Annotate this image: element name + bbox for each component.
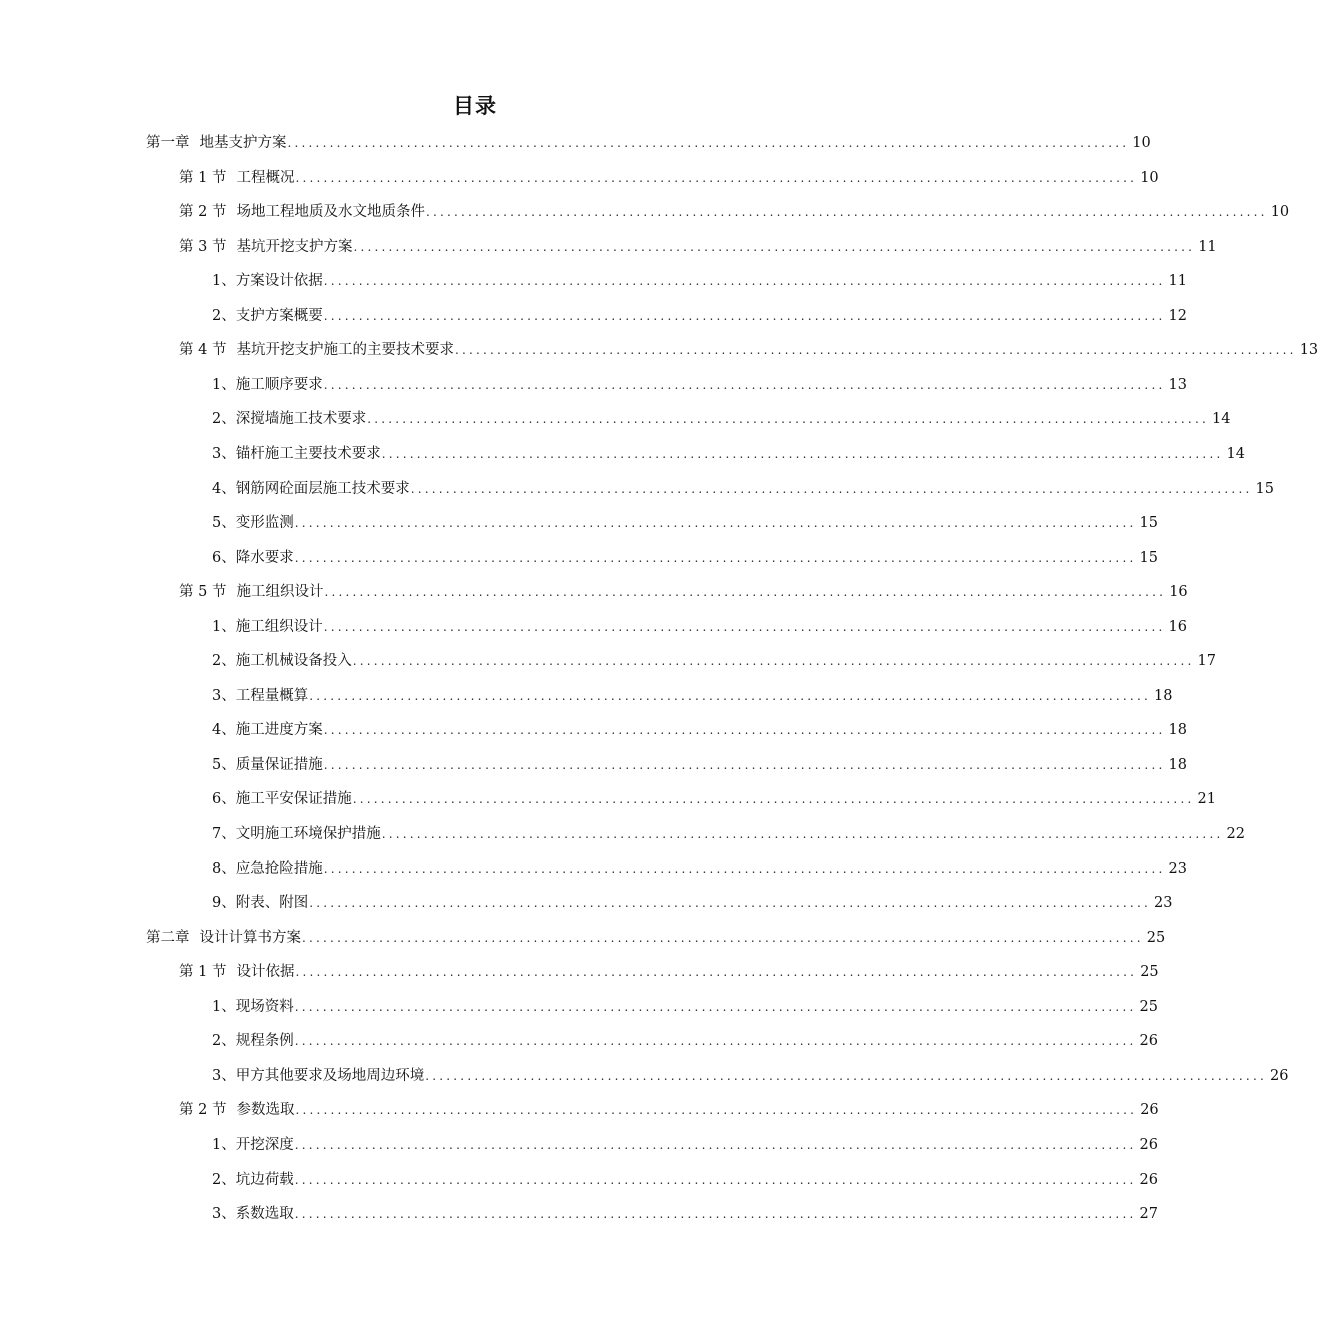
toc-entry[interactable] [212,893,1173,913]
toc-entry-number: 2、 [212,1171,236,1188]
toc-entry-label: 质量保证措施 [235,756,323,773]
toc-entry-number: 5、 [212,756,236,773]
toc-dot-leader: ........................................................................................................................ [309,896,1151,911]
toc-entry-label: 系数选取 [235,1206,294,1223]
toc-dot-leader: ........................................................................................................................ [294,1137,1137,1152]
toc-entry[interactable] [179,582,1188,602]
toc-entry[interactable] [179,237,1217,257]
toc-entry[interactable] [179,962,1159,982]
toc-entry[interactable] [212,1170,1158,1190]
toc-entry-number: 3、 [212,1206,236,1223]
toc-dot-leader: ........................................................................................................................ [353,239,1196,254]
toc-entry-number: 第 5 节 [179,584,227,601]
toc-entry-page-number: 10 [1270,204,1290,221]
toc-entry-label: 支护方案概要 [235,307,323,324]
toc-entry-number: 3、 [212,1067,236,1084]
toc-entry-label: 施工组织设计 [236,584,324,601]
toc-entry-number: 1、 [212,1136,236,1153]
toc-entry-page-number: 16 [1168,618,1187,635]
toc-entry-page-number: 10 [1132,135,1151,151]
toc-entry[interactable] [212,1135,1158,1155]
toc-entry-page-number: 13 [1299,342,1318,359]
toc-dot-leader: ........................................................................................................................ [287,136,1130,150]
toc-entry[interactable] [212,1066,1289,1086]
toc-entry-label: 施工进度方案 [235,722,323,739]
toc-dot-leader: ........................................................................................................................ [323,861,1166,876]
toc-entry[interactable] [179,1100,1159,1120]
toc-dot-leader: ........................................................................................................................ [323,723,1166,738]
toc-entry-page-number: 27 [1139,1206,1158,1223]
toc-dot-leader: ........................................................................................................................ [294,550,1137,565]
toc-dot-leader: ........................................................................................................................ [294,1172,1137,1187]
toc-entry-label: 甲方其他要求及场地周边环境 [235,1067,425,1084]
toc-entry[interactable] [212,997,1158,1017]
toc-entry-page-number: 18 [1153,687,1173,704]
toc-entry-label: 降水要求 [235,549,294,566]
toc-entry[interactable] [212,479,1274,499]
toc-dot-leader: ........................................................................................................................ [294,1034,1137,1049]
toc-dot-leader: ........................................................................................................................ [323,757,1166,772]
toc-entry-page-number: 23 [1153,895,1173,912]
toc-entry-page-number: 23 [1168,860,1187,877]
toc-entry-label: 开挖深度 [235,1136,294,1153]
toc-entry-label: 基坑开挖支护方案 [236,238,353,255]
toc-entry-page-number: 15 [1139,515,1158,532]
toc-entry-number: 1、 [212,273,236,290]
toc-entry-label: 附表、附图 [235,895,309,912]
toc-entry-number: 4、 [212,480,236,497]
toc-entry-label: 施工平安保证措施 [235,791,352,808]
toc-dot-leader: ........................................................................................................................ [425,1068,1267,1083]
toc-dot-leader: ........................................................................................................................ [302,930,1144,945]
toc-entry-label: 深搅墙施工技术要求 [235,411,367,428]
toc-dot-leader: ........................................................................................................................ [295,170,1138,185]
toc-entry[interactable] [212,306,1187,326]
toc-entry-label: 工程量概算 [235,687,309,704]
toc-dot-leader: ........................................................................................................................ [323,377,1166,392]
toc-entry-number: 3、 [212,687,236,704]
toc-dot-leader: ........................................................................................................................ [295,965,1138,980]
toc-entry[interactable] [212,720,1187,740]
toc-entry-page-number: 17 [1197,653,1216,670]
toc-entry-label: 规程条例 [235,1033,294,1050]
toc-entry[interactable] [212,375,1187,395]
toc-entry[interactable] [212,409,1231,429]
toc-entry-page-number: 12 [1168,307,1187,324]
toc-entry[interactable] [212,513,1158,533]
toc-entry-label: 锚杆施工主要技术要求 [235,445,381,462]
toc-dot-leader: ........................................................................................................................ [367,412,1209,427]
toc-entry-number: 9、 [212,895,236,912]
toc-entry-number: 第 1 节 [179,964,227,981]
toc-dot-leader: ........................................................................................................................ [381,446,1224,461]
toc-entry-page-number: 11 [1198,238,1217,255]
toc-entry[interactable] [146,133,1151,153]
toc-entry-number: 2、 [212,307,236,324]
toc-entry-page-number: 10 [1140,169,1159,186]
toc-entry-page-number: 25 [1146,929,1166,946]
toc-entry-label: 文明施工环境保护措施 [235,826,381,842]
toc-entry-label: 工程概况 [236,169,295,186]
toc-entry-number: 1、 [212,998,236,1015]
toc-dot-leader: ........................................................................................................................ [323,619,1166,634]
toc-entry[interactable] [212,1031,1158,1051]
toc-entry[interactable] [212,789,1216,809]
toc-entry[interactable] [212,271,1187,291]
toc-entry-page-number: 22 [1226,826,1245,842]
toc-entry-label: 场地工程地质及水文地质条件 [236,204,425,221]
toc-dot-leader: ........................................................................................................................ [323,274,1166,289]
toc-entry[interactable] [179,340,1318,360]
toc-entry-page-number: 11 [1168,273,1187,290]
toc-entry-number: 4、 [212,722,236,739]
toc-entry-number: 1、 [212,618,236,635]
toc-dot-leader: ........................................................................................................................ [381,827,1224,841]
toc-entry-page-number: 14 [1211,411,1231,428]
toc-entry-number: 第二章 [146,929,190,946]
toc-entry-label: 设计计算书方案 [199,929,301,946]
toc-entry-label: 施工顺序要求 [235,376,323,393]
toc-entry-page-number: 16 [1169,584,1188,601]
toc-entry[interactable] [212,1204,1158,1224]
toc-entry-label: 基坑开挖支护施工的主要技术要求 [236,342,454,359]
toc-entry-label: 钢筋网砼面层施工技术要求 [235,480,410,497]
toc-dot-leader: ........................................................................................................................ [425,205,1268,220]
toc-entry[interactable] [179,168,1159,188]
toc-entry-number: 7、 [212,826,236,842]
toc-entry-page-number: 14 [1226,445,1245,462]
toc-entry-number: 第 2 节 [179,1102,227,1119]
toc-entry[interactable] [212,444,1245,464]
toc-dot-leader: ........................................................................................................................ [352,792,1195,807]
toc-entry-number: 第 3 节 [179,238,227,255]
toc-entry-number: 第 4 节 [179,342,227,359]
toc-dot-leader: ........................................................................................................................ [295,1103,1138,1118]
toc-entry-page-number: 26 [1140,1102,1159,1119]
toc-entry-page-number: 15 [1139,549,1158,566]
toc-entry[interactable] [212,548,1158,568]
toc-title: 目录 [453,94,497,118]
toc-entry[interactable] [179,202,1290,222]
toc-entry-number: 2、 [212,653,236,670]
toc-dot-leader: ........................................................................................................................ [352,654,1195,669]
toc-entry-label: 变形监测 [235,515,294,532]
toc-entry-page-number: 26 [1139,1136,1158,1153]
toc-entry-label: 地基支护方案 [199,135,287,151]
toc-entry[interactable] [212,651,1216,671]
toc-entry[interactable] [212,617,1187,637]
toc-entry-label: 施工机械设备投入 [235,653,352,670]
toc-entry-label: 现场资料 [235,998,294,1015]
toc-entry-label: 坑边荷载 [235,1171,294,1188]
toc-entry-number: 5、 [212,515,236,532]
toc-entry-number: 6、 [212,549,236,566]
toc-entry[interactable] [212,824,1245,844]
toc-dot-leader: ........................................................................................................................ [294,999,1137,1014]
toc-entry-number: 2、 [212,1033,236,1050]
toc-entry-number: 6、 [212,791,236,808]
toc-entry-page-number: 26 [1139,1033,1158,1050]
toc-entry-label: 设计依据 [236,964,295,981]
toc-entry[interactable] [212,755,1187,775]
toc-entry-number: 第 2 节 [179,204,227,221]
toc-entry-page-number: 26 [1139,1171,1158,1188]
toc-entry-page-number: 18 [1168,722,1187,739]
toc-entry-label: 方案设计依据 [235,273,323,290]
toc-entry-page-number: 15 [1255,480,1274,497]
toc-entry-page-number: 25 [1140,964,1159,981]
toc-entry-number: 第 1 节 [179,169,227,186]
toc-entry-page-number: 13 [1168,376,1187,393]
toc-dot-leader: ........................................................................................................................ [309,688,1151,703]
toc-entry-number: 3、 [212,445,236,462]
toc-entry-label: 应急抢险措施 [235,860,323,877]
toc-entry-number: 第一章 [146,135,190,151]
toc-entry-label: 施工组织设计 [235,618,323,635]
toc-entry-number: 8、 [212,860,236,877]
toc-entry-page-number: 18 [1168,756,1187,773]
toc-dot-leader: ........................................................................................................................ [454,343,1297,358]
toc-dot-leader: ........................................................................................................................ [410,481,1253,496]
toc-entry-number: 1、 [212,376,236,393]
toc-entry-label: 参数选取 [236,1102,295,1119]
toc-entry-number: 2、 [212,411,236,428]
toc-entry-page-number: 26 [1269,1067,1289,1084]
toc-entry[interactable] [212,686,1173,706]
toc-dot-leader: ........................................................................................................................ [294,516,1137,531]
toc-entry-page-number: 25 [1139,998,1158,1015]
toc-entry[interactable] [212,859,1187,879]
toc-dot-leader: ........................................................................................................................ [294,1207,1137,1222]
toc-dot-leader: ........................................................................................................................ [323,308,1166,323]
toc-entry[interactable] [146,928,1166,948]
toc-dot-leader: ........................................................................................................................ [324,585,1167,600]
toc-entry-page-number: 21 [1197,791,1216,808]
